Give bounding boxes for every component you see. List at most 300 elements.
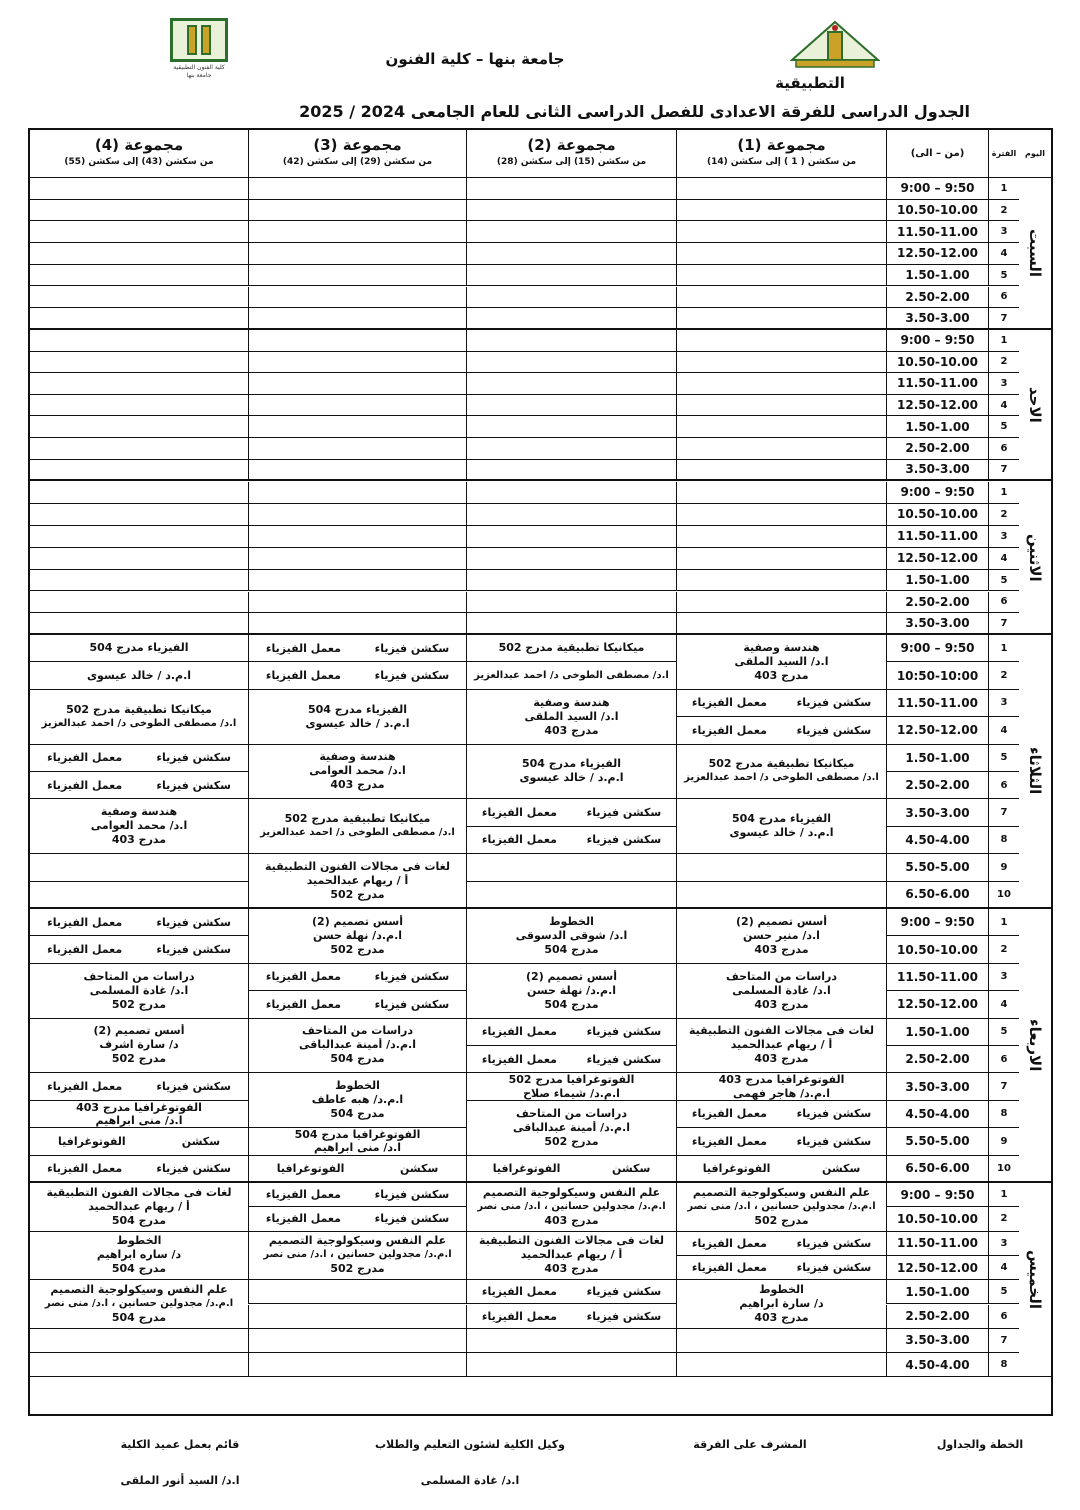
class-slot: [466, 1101, 676, 1156]
section-name: سكشن فيزياء: [586, 1052, 662, 1066]
class-slot: [248, 1232, 466, 1281]
section-line: [30, 1162, 248, 1175]
period-time: 5.50-5.00: [886, 1128, 988, 1155]
period-number: 7: [988, 1329, 1019, 1353]
group-section-range: من سكشن (43) إلى سكشن (55): [64, 157, 214, 167]
section-room: الفوتوغرافيا: [276, 1161, 345, 1175]
column-header-period: الفترة: [988, 130, 1019, 178]
period-time: 3.50-3.00: [886, 1073, 988, 1100]
section-line: [30, 943, 248, 956]
course-name: لغات فى مجالات الفنون التطبيقية: [688, 1024, 875, 1038]
period-number: 6: [988, 772, 1019, 799]
class-slot: [676, 964, 886, 1019]
period-number: 6: [988, 287, 1019, 309]
empty-slot: [676, 570, 886, 592]
section-line: [677, 696, 886, 709]
course-room: مدرج 504: [330, 1107, 385, 1121]
course-instructor: ا.د/ السيد الملقى: [524, 709, 619, 723]
course-room: مدرج 504: [544, 942, 599, 956]
empty-slot: [248, 330, 466, 352]
empty-slot: [676, 882, 886, 909]
class-slot: [466, 635, 676, 662]
section-name: سكشن فيزياء: [586, 833, 662, 847]
empty-slot: [676, 352, 886, 374]
lab-section-slot: [466, 1280, 676, 1304]
course-name: الفيزياء مدرج 504: [731, 812, 832, 826]
course-room: مدرج 403: [544, 1262, 599, 1276]
course-name: أسس تصميم (2): [526, 969, 617, 983]
empty-slot: [30, 1353, 248, 1377]
section-room: معمل الفيزياء: [481, 806, 557, 820]
column-header-day: اليوم: [1019, 130, 1051, 178]
empty-slot: [676, 592, 886, 614]
period-time: 12.50-12.00: [886, 1256, 988, 1280]
period-time: 11.50-11.00: [886, 1232, 988, 1256]
course-instructor: ا.د/ مصطفى الطوخى د/ احمد عبدالعزيز: [684, 772, 879, 784]
period-number: 4: [988, 1256, 1019, 1280]
class-slot: [248, 690, 466, 745]
empty-slot: [30, 330, 248, 352]
lab-section-slot: [30, 936, 248, 963]
period-number: 6: [988, 438, 1019, 460]
period-number: 4: [988, 548, 1019, 570]
section-line: [30, 751, 248, 764]
period-number: 5: [988, 1019, 1019, 1046]
empty-slot: [676, 178, 886, 200]
course-name: ميكانيكا تطبيقية مدرج 502: [708, 757, 855, 771]
section-line: [677, 724, 886, 737]
course-name: علم النفس وسيكولوجية التصميم: [268, 1234, 447, 1248]
column-header-group-1: [676, 130, 886, 178]
section-room: معمل الفيزياء: [265, 970, 341, 984]
column-header-time: (من – الى): [886, 130, 988, 178]
class-slot: [466, 1232, 676, 1281]
course-instructor: ا.م.د / خالد عيسوى: [305, 716, 410, 730]
section-name: سكشن فيزياء: [156, 778, 231, 792]
empty-slot: [466, 178, 676, 200]
course-name: لغات فى مجالات الفنون التطبيقية: [264, 859, 451, 873]
course-instructor: ا.م.د/ نهلة حسن: [312, 928, 403, 942]
course-room: مدرج 504: [111, 1262, 167, 1276]
college-logo: [170, 18, 228, 78]
empty-slot: [30, 416, 248, 438]
section-room: معمل الفيزياء: [481, 833, 557, 847]
section-room: معمل الفيزياء: [691, 1261, 767, 1275]
lab-section-slot: [30, 1128, 248, 1155]
empty-slot: [248, 265, 466, 287]
empty-slot: [30, 592, 248, 614]
section-room: معمل الفيزياء: [691, 723, 767, 737]
section-room: معمل الفيزياء: [691, 696, 767, 710]
course-instructor: أ / ريهام عبدالحميد: [730, 1038, 833, 1052]
section-name: سكشن فيزياء: [156, 915, 231, 929]
class-slot: [248, 1073, 466, 1128]
period-time: 11.50-11.00: [886, 690, 988, 717]
empty-slot: [30, 570, 248, 592]
group-name: مجموعة (4): [94, 136, 184, 154]
section-name: سكشن فيزياء: [156, 943, 231, 957]
university-logo-icon: [790, 20, 880, 70]
section-line: [467, 1025, 676, 1038]
empty-slot: [466, 570, 676, 592]
course-instructor: ا.م.د/ أمينة عبدالباقى: [299, 1038, 416, 1052]
empty-slot: [466, 504, 676, 526]
class-slot: [676, 1280, 886, 1329]
period-number: 2: [988, 352, 1019, 374]
section-name: سكشن فيزياء: [796, 1261, 872, 1275]
section-name: سكشن: [821, 1161, 861, 1175]
period-number: 3: [988, 964, 1019, 991]
class-slot: [30, 964, 248, 1019]
course-room: مدرج 403: [544, 723, 599, 737]
section-name: سكشن فيزياء: [586, 806, 662, 820]
course-instructor: د/ سارة اشرف: [99, 1038, 179, 1052]
section-name: سكشن فيزياء: [586, 1309, 662, 1323]
period-time: 4.50-4.00: [886, 827, 988, 854]
group-name: مجموعة (3): [313, 136, 402, 154]
class-slot: [676, 635, 886, 690]
university-name: جامعة بنها – كلية الفنون: [385, 50, 565, 68]
period-number: 5: [988, 1280, 1019, 1304]
course-instructor: أ / ريهام عبدالحميد: [520, 1248, 623, 1262]
section-name: سكشن فيزياء: [796, 1107, 872, 1121]
course-instructor: ا.م.د/ مجدولين حسانين ، ا.د/ منى نصر: [687, 1200, 876, 1212]
empty-slot: [676, 438, 886, 460]
period-time: 3.50-3.00: [886, 308, 988, 330]
course-name: الخطوط: [759, 1282, 804, 1296]
period-number: 2: [988, 1207, 1019, 1231]
empty-slot: [676, 854, 886, 881]
course-instructor: ا.د/ شوقى الدسوقى: [515, 928, 628, 942]
empty-slot: [30, 352, 248, 374]
period-time: 2.50-2.00: [886, 438, 988, 460]
section-name: سكشن فيزياء: [374, 970, 450, 984]
course-room: مدرج 504: [111, 1310, 167, 1324]
period-time: 4.50-4.00: [886, 1101, 988, 1128]
empty-slot: [466, 460, 676, 482]
empty-slot: [30, 221, 248, 243]
section-name: سكشن فيزياء: [374, 641, 450, 655]
schedule-title: الجدول الدراسى للفرقة الاعدادى للفصل الدراسى الثانى للعام الجامعى 2024 / 2025: [299, 102, 970, 121]
period-number: 4: [988, 717, 1019, 744]
empty-slot: [466, 526, 676, 548]
class-slot: [30, 635, 248, 662]
course-room: مدرج 504: [544, 997, 599, 1011]
course-name: هندسة وصفية: [533, 695, 610, 709]
course-room: مدرج 403: [754, 1310, 809, 1324]
empty-slot: [30, 613, 248, 635]
period-time: 10.50-10.00: [886, 504, 988, 526]
course-name: الفيزياء مدرج 504: [307, 702, 408, 716]
empty-slot: [466, 265, 676, 287]
period-time: 1.50-1.00: [886, 1280, 988, 1304]
course-instructor: ا.م.د/ هبه عاطف: [311, 1093, 404, 1107]
section-room: معمل الفيزياء: [481, 1309, 557, 1323]
period-time: 11.50-11.00: [886, 221, 988, 243]
group-name: مجموعة (1): [737, 136, 826, 154]
section-line: [249, 669, 466, 682]
section-room: معمل الفيزياء: [265, 997, 341, 1011]
period-time: 12.50-12.00: [886, 548, 988, 570]
period-number: 3: [988, 373, 1019, 395]
section-room: معمل الفيزياء: [47, 1161, 123, 1175]
class-slot: [676, 1183, 886, 1232]
period-number: 2: [988, 936, 1019, 963]
lab-section-slot: [248, 964, 466, 991]
empty-slot: [466, 352, 676, 374]
empty-slot: [676, 548, 886, 570]
class-slot: [466, 745, 676, 800]
period-time: 12.50-12.00: [886, 991, 988, 1018]
signature-name: ا.د/ السيد أنور الملقى: [120, 1474, 240, 1487]
section-room: الفوتوغرافيا: [58, 1134, 126, 1148]
section-room: معمل الفيزياء: [691, 1236, 767, 1250]
empty-slot: [30, 243, 248, 265]
period-number: 5: [988, 265, 1019, 287]
empty-slot: [676, 221, 886, 243]
period-number: 4: [988, 395, 1019, 417]
class-slot: [676, 799, 886, 854]
empty-slot: [466, 416, 676, 438]
period-time: 9:50 – 9:00: [886, 330, 988, 352]
empty-slot: [248, 287, 466, 309]
period-time: 9:50 – 9:00: [886, 178, 988, 200]
period-number: 6: [988, 1305, 1019, 1329]
course-room: مدرج 502: [544, 1134, 599, 1148]
section-name: سكشن فيزياء: [796, 1236, 872, 1250]
empty-slot: [30, 482, 248, 504]
period-time: 4.50-4.00: [886, 1353, 988, 1377]
class-slot: [248, 799, 466, 854]
class-slot: [248, 745, 466, 800]
period-number: 3: [988, 221, 1019, 243]
empty-slot: [30, 504, 248, 526]
lab-section-slot: [676, 1156, 886, 1183]
empty-slot: [676, 613, 886, 635]
class-slot: [676, 909, 886, 964]
class-slot: [30, 690, 248, 745]
course-room: مدرج 502: [330, 1262, 385, 1276]
period-time: 9:50 – 9:00: [886, 635, 988, 662]
section-line: [467, 1285, 676, 1298]
empty-slot: [248, 482, 466, 504]
section-name: سكشن فيزياء: [156, 751, 231, 765]
period-time: 3.50-3.00: [886, 613, 988, 635]
section-room: معمل الفيزياء: [47, 943, 123, 957]
class-slot: [466, 909, 676, 964]
lab-section-slot: [466, 1019, 676, 1046]
section-room: معمل الفيزياء: [47, 1080, 123, 1094]
course-name: علم النفس وسيكولوجية التصميم: [50, 1282, 228, 1296]
empty-slot: [30, 460, 248, 482]
course-name: ميكانيكا تطبيقية مدرج 502: [498, 641, 645, 655]
empty-slot: [676, 482, 886, 504]
empty-slot: [676, 526, 886, 548]
empty-slot: [248, 1329, 466, 1353]
empty-slot: [30, 854, 248, 881]
period-number: 8: [988, 827, 1019, 854]
period-time: 1.50-1.00: [886, 570, 988, 592]
signature-title: قائم بعمل عميد الكلية: [120, 1438, 240, 1451]
period-time: 9:50 – 9:00: [886, 1183, 988, 1207]
section-line: [467, 1310, 676, 1323]
empty-slot: [676, 416, 886, 438]
course-instructor: ا.د/ مصطفى الطوخى د/ احمد عبدالعزيز: [260, 827, 455, 839]
empty-slot: [466, 373, 676, 395]
course-room: مدرج 403: [754, 1052, 809, 1066]
period-number: 8: [988, 1353, 1019, 1377]
empty-slot: [466, 438, 676, 460]
section-line: [30, 1080, 248, 1093]
day-label: الاثنين: [1019, 482, 1051, 635]
section-line: [677, 1107, 886, 1120]
empty-slot: [30, 200, 248, 222]
period-time: 1.50-1.00: [886, 416, 988, 438]
section-name: سكشن: [181, 1134, 221, 1148]
empty-slot: [30, 265, 248, 287]
period-number: 5: [988, 570, 1019, 592]
course-name: ميكانيكا تطبيقية مدرج 502: [66, 702, 212, 716]
period-time: 2.50-2.00: [886, 1046, 988, 1073]
class-slot: [466, 964, 676, 1019]
course-name: أسس تصميم (2): [736, 914, 827, 928]
lab-section-slot: [30, 745, 248, 772]
section-line: [30, 916, 248, 929]
lab-section-slot: [248, 1183, 466, 1207]
period-time: 11.50-11.00: [886, 964, 988, 991]
empty-slot: [248, 1353, 466, 1377]
empty-slot: [248, 373, 466, 395]
empty-slot: [30, 548, 248, 570]
section-line: [249, 642, 466, 655]
section-name: سكشن: [611, 1161, 651, 1175]
course-name: الخطوط: [549, 914, 594, 928]
course-instructor: ا.د/ منى ابراهيم: [95, 1113, 183, 1127]
section-name: سكشن فيزياء: [156, 1161, 231, 1175]
timetable: [28, 128, 1053, 1416]
course-instructor: ا.د/ السيد الملقى: [734, 654, 829, 668]
section-line: [677, 1261, 886, 1274]
course-name: الخطوط: [116, 1234, 162, 1248]
empty-slot: [248, 570, 466, 592]
empty-slot: [248, 308, 466, 330]
section-line: [467, 1053, 676, 1066]
section-room: معمل الفيزياء: [265, 669, 341, 683]
empty-slot: [466, 221, 676, 243]
section-name: سكشن: [399, 1161, 439, 1175]
period-number: 10: [988, 882, 1019, 909]
empty-slot: [466, 1329, 676, 1353]
period-number: 7: [988, 460, 1019, 482]
lab-section-slot: [30, 772, 248, 799]
period-number: 1: [988, 178, 1019, 200]
empty-slot: [466, 395, 676, 417]
course-name: هندسة وصفية: [100, 805, 178, 819]
college-logo-mark: [170, 18, 228, 62]
course-name: هندسة وصفية: [319, 750, 396, 764]
section-line: [249, 998, 466, 1011]
empty-slot: [248, 438, 466, 460]
course-instructor: ا.د/ محمد العوامى: [309, 764, 406, 778]
section-line: [249, 1162, 466, 1175]
empty-slot: [466, 308, 676, 330]
period-time: 1.50-1.00: [886, 265, 988, 287]
empty-slot: [466, 243, 676, 265]
lab-section-slot: [466, 1156, 676, 1183]
class-slot: [466, 1073, 676, 1100]
class-slot: [30, 662, 248, 689]
section-name: سكشن فيزياء: [374, 1188, 450, 1202]
lab-section-slot: [676, 1101, 886, 1128]
period-number: 2: [988, 504, 1019, 526]
column-header-group-2: [466, 130, 676, 178]
period-time: 10.50-10.00: [886, 1207, 988, 1231]
course-room: مدرج 504: [111, 1213, 167, 1227]
section-name: سكشن فيزياء: [374, 997, 450, 1011]
period-time: 10.50-10.00: [886, 352, 988, 374]
empty-slot: [466, 854, 676, 881]
empty-slot: [676, 287, 886, 309]
section-name: سكشن فيزياء: [796, 1134, 872, 1148]
course-name: أسس تصميم (2): [93, 1024, 185, 1038]
period-number: 1: [988, 909, 1019, 936]
group-name: مجموعة (2): [527, 136, 616, 154]
empty-slot: [30, 526, 248, 548]
empty-slot: [466, 200, 676, 222]
course-room: مدرج 403: [754, 942, 809, 956]
section-line: [249, 1188, 466, 1201]
class-slot: [30, 1232, 248, 1281]
period-time: 12.50-12.00: [886, 395, 988, 417]
empty-slot: [30, 287, 248, 309]
section-room: معمل الفيزياء: [47, 915, 123, 929]
course-instructor: ا.م.د/ شيماء صلاح: [523, 1086, 620, 1100]
class-slot: [30, 1280, 248, 1329]
period-time: 5.50-5.00: [886, 854, 988, 881]
course-name: دراسات من المتاحف: [83, 969, 195, 983]
period-number: 3: [988, 526, 1019, 548]
period-time: 3.50-3.00: [886, 1329, 988, 1353]
course-room: مدرج 403: [544, 1213, 599, 1227]
class-slot: [676, 1073, 886, 1100]
section-room: معمل الفيزياء: [265, 641, 341, 655]
period-number: 1: [988, 1183, 1019, 1207]
empty-slot: [676, 308, 886, 330]
section-room: معمل الفيزياء: [47, 751, 123, 765]
course-instructor: ا.د/ منى ابراهيم: [314, 1141, 401, 1155]
course-instructor: ا.د/ غادة المسلمى: [89, 983, 189, 997]
lab-section-slot: [676, 1256, 886, 1280]
period-time: 2.50-2.00: [886, 772, 988, 799]
course-name: ميكانيكا تطبيقية مدرج 502: [284, 812, 431, 826]
course-instructor: د/ سارة ابراهيم: [739, 1296, 824, 1310]
section-line: [467, 806, 676, 819]
period-number: 5: [988, 745, 1019, 772]
section-name: سكشن فيزياء: [586, 1285, 662, 1299]
empty-slot: [676, 504, 886, 526]
class-slot: [466, 1183, 676, 1232]
section-line: [677, 1135, 886, 1148]
course-instructor: ا.د/ غادة المسلمى: [732, 983, 831, 997]
period-time: 6.50-6.00: [886, 1156, 988, 1183]
empty-slot: [466, 482, 676, 504]
empty-slot: [248, 221, 466, 243]
empty-slot: [248, 395, 466, 417]
section-room: الفوتوغرافيا: [702, 1161, 771, 1175]
course-name: دراسات من المتاحف: [725, 969, 838, 983]
lab-section-slot: [676, 1128, 886, 1155]
period-time: 2.50-2.00: [886, 592, 988, 614]
